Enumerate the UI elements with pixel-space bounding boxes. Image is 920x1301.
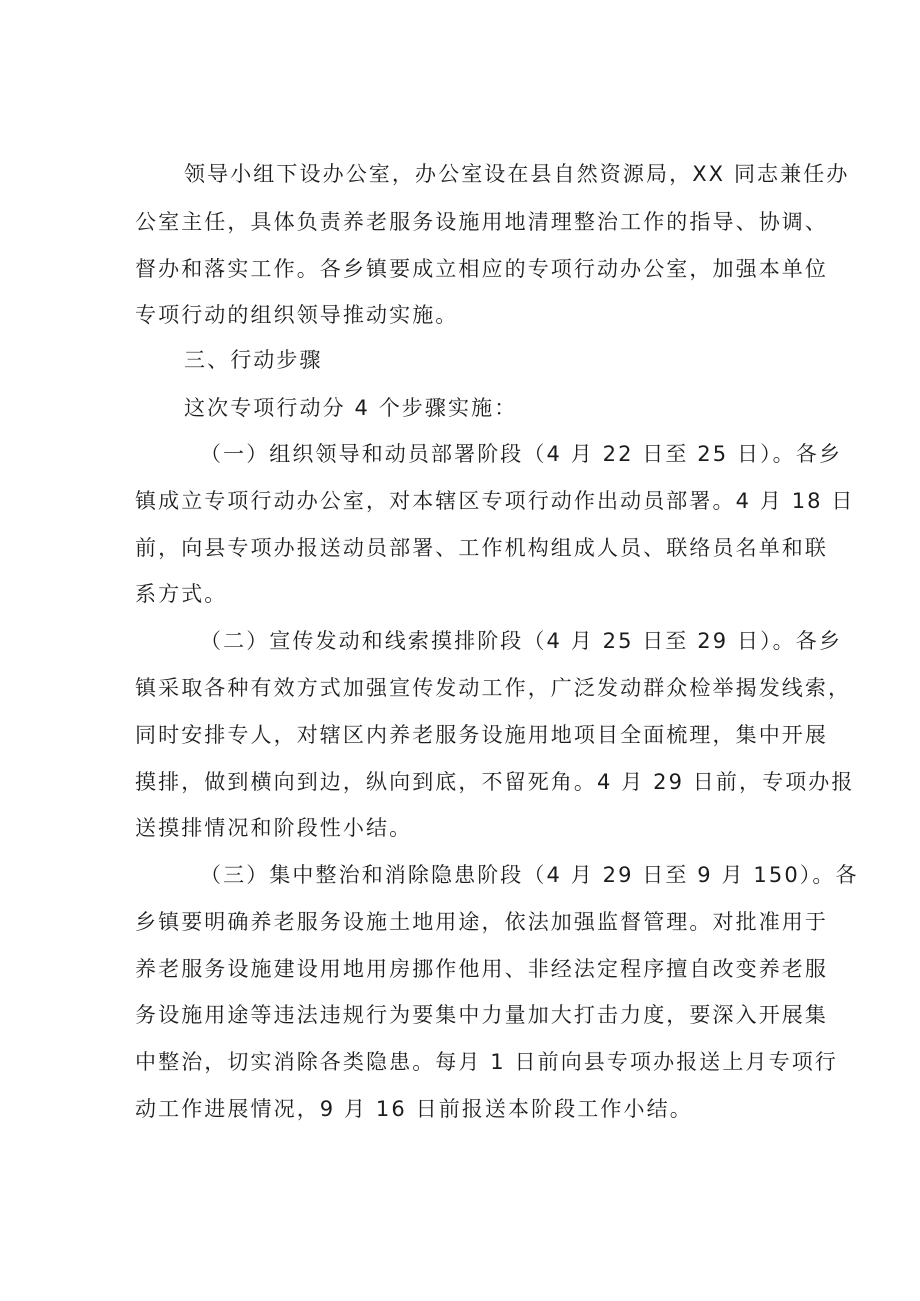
paragraph-line: （三）集中整治和消除隐患阶段（4 月 29 日至 9 月 150）。各 — [200, 863, 859, 887]
paragraph-line: 养老服务设施建设用地用房挪作他用、非经法定程序擅自改变养老服 — [135, 957, 828, 981]
paragraph-line: 中整治，切实消除各类隐患。每月 1 日前向县专项办报送上月专项行 — [135, 1050, 838, 1074]
paragraph-line: 前，向县专项办报送动员部署、工作机构组成人员、联络员名单和联 — [135, 536, 828, 560]
paragraph-line: 摸排，做到横向到边，纵向到底，不留死角。4 月 29 日前，专项办报 — [135, 770, 855, 794]
paragraph-line: 这次专项行动分 4 个步骤实施： — [184, 396, 518, 420]
paragraph-line: 领导小组下设办公室，办公室设在县自然资源局，XX 同志兼任办 — [184, 162, 850, 186]
paragraph-line: 务设施用途等违法违规行为要集中力量加大打击力度，要深入开展集 — [135, 1003, 828, 1027]
paragraph-line: 同时安排专人，对辖区内养老服务设施用地项目全面梳理，集中开展 — [135, 723, 828, 747]
section-heading: 三、行动步骤 — [184, 348, 323, 372]
paragraph-line: 系方式。 — [135, 582, 228, 606]
paragraph-line: 镇成立专项行动办公室，对本辖区专项行动作出动员部署。4 月 18 日 — [135, 489, 855, 513]
paragraph-line: 公室主任，具体负责养老服务设施用地清理整治工作的指导、协调、 — [135, 210, 828, 234]
paragraph-line: 镇采取各种有效方式加强宣传发动工作，广泛发动群众检举揭发线索， — [135, 676, 852, 700]
paragraph-line: 动工作进展情况，9 月 16 日前报送本阶段工作小结。 — [135, 1097, 693, 1121]
paragraph-line: 专项行动的组织领导推动实施。 — [135, 303, 459, 327]
paragraph-line: 送摸排情况和阶段性小结。 — [135, 816, 413, 840]
paragraph-line: （二）宣传发动和线索摸排阶段（4 月 25 日至 29 日）。各乡 — [200, 629, 842, 653]
paragraph-line: 乡镇要明确养老服务设施土地用途，依法加强监督管理。对批准用于 — [135, 910, 828, 934]
paragraph-line: 督办和落实工作。各乡镇要成立相应的专项行动办公室，加强本单位 — [135, 257, 828, 281]
paragraph-line: （一）组织领导和动员部署阶段（4 月 22 日至 25 日）。各乡 — [200, 442, 842, 466]
